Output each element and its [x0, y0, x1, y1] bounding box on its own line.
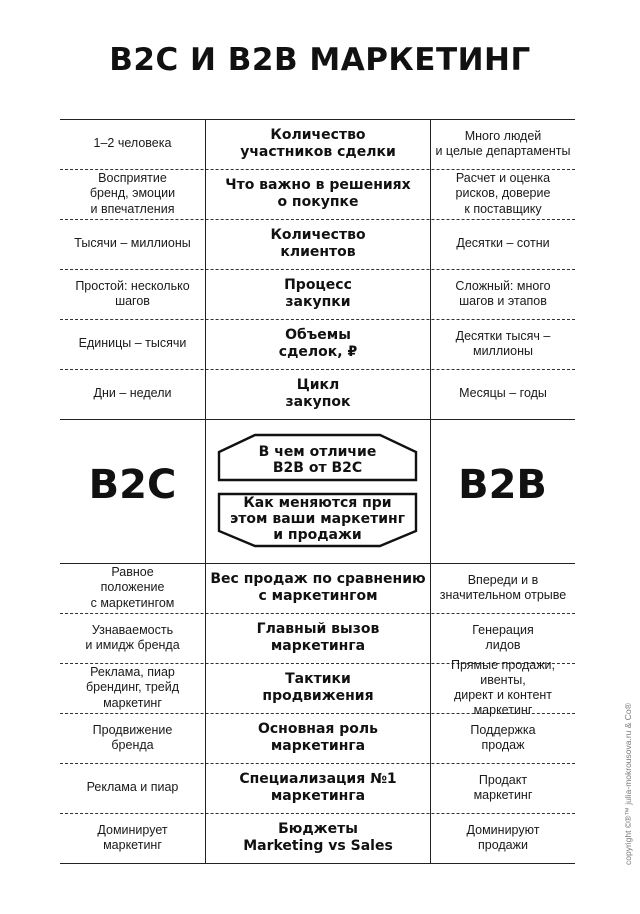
b2c-cell: Восприятие бренд, эмоции и впечатления [89, 171, 176, 216]
criterion-cell: Основная роль маркетинга [257, 721, 379, 754]
changes-label: Как меняются при этом ваши маркетинг и продажи [229, 494, 406, 544]
criterion-cell: Объемы сделок, ₽ [278, 327, 358, 360]
b2c-cell: Продвижение бренда [92, 722, 173, 752]
criterion-cell: Тактики продвижения [262, 671, 374, 704]
b2c-cell: Доминирует маркетинг [97, 822, 168, 852]
criterion-cell: Бюджеты Marketing vs Sales [243, 821, 393, 854]
b2b-cell: Продакт маркетинг [473, 772, 533, 802]
criterion-cell: Что важно в решениях о покупке [225, 177, 411, 210]
criterion-cell: Специализация №1 маркетинга [239, 771, 397, 804]
criterion-cell: Количество клиентов [270, 227, 366, 260]
b2b-cell: Много людей и целые департаменты [435, 128, 571, 158]
criterion-cell: Вес продаж по сравнению с маркетингом [210, 571, 426, 604]
b2c-cell: Реклама и пиар [86, 780, 179, 795]
b2b-cell: Поддержка продаж [470, 722, 536, 752]
difference-hexagon [215, 432, 420, 484]
b2b-cell: Прямые продажи, ивенты, директ и контент маркетинг [450, 657, 556, 718]
b2c-cell: Реклама, пиар брендинг, трейд маркетинг [85, 665, 180, 710]
copyright-note: copyright ©®™ julia-mokrousova.ru & Co® [623, 703, 633, 865]
b2b-cell: Десятки тысяч – миллионы [455, 328, 551, 358]
b2b-cell: Десятки – сотни [456, 236, 550, 251]
b2b-cell: Впереди и в значительном отрыве [439, 572, 567, 602]
b2c-cell: Простой: несколько шагов [75, 278, 190, 308]
b2c-cell: 1–2 человека [93, 136, 172, 151]
b2c-cell: Равное положение с маркетингом [90, 565, 175, 610]
b2b-cell: Генерация лидов [472, 622, 534, 652]
b2c-heading: B2C [88, 462, 177, 508]
b2b-cell: Сложный: много шагов и этапов [455, 278, 551, 308]
b2b-cell: Расчет и оценка рисков, доверие к поставщику [455, 171, 551, 216]
b2b-cell: Месяцы – годы [459, 386, 547, 401]
b2b-cell: Доминируют продажи [466, 822, 540, 852]
criterion-cell: Количество участников сделки [240, 127, 396, 160]
b2c-cell: Дни – недели [93, 386, 172, 401]
b2c-cell: Единицы – тысячи [78, 336, 187, 351]
criterion-cell: Процесс закупки [284, 277, 352, 310]
section-border [60, 419, 575, 420]
criterion-cell: Главный вызов маркетинга [256, 621, 380, 654]
difference-label: В чем отличие B2B от B2C [258, 443, 377, 476]
changes-shape [215, 491, 420, 549]
b2c-cell: Узнаваемость и имидж бренда [85, 622, 180, 652]
page-title: B2C И B2B МАРКЕТИНГ [109, 42, 531, 78]
table-bottom-border [60, 863, 575, 864]
b2c-cell: Тысячи – миллионы [74, 236, 191, 251]
criterion-cell: Цикл закупок [285, 377, 351, 410]
b2b-heading: B2B [458, 462, 547, 508]
